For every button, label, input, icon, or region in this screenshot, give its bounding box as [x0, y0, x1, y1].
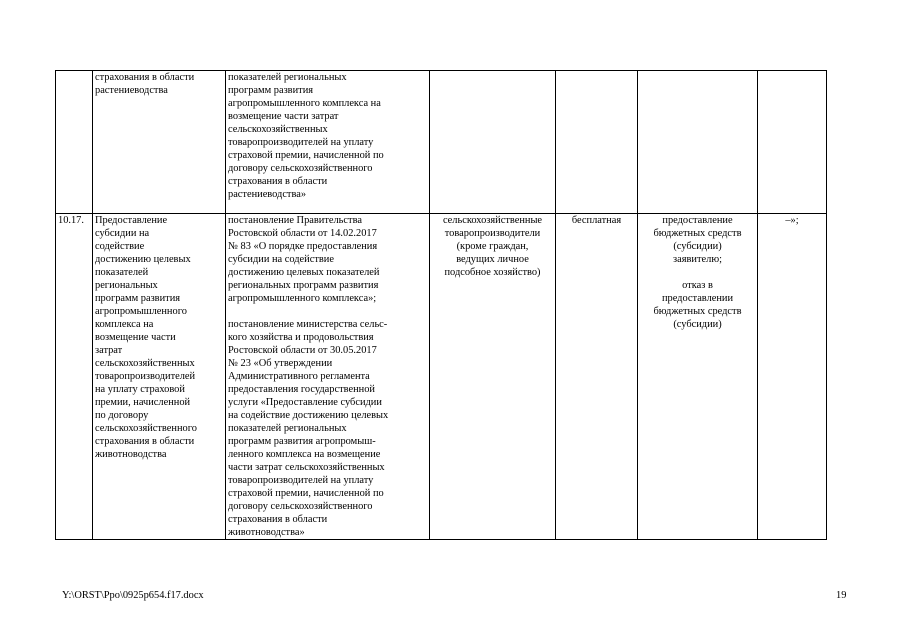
- text-line: Ростовской области от 30.05.2017: [228, 345, 377, 356]
- text-line: затрат: [95, 345, 123, 356]
- text-line: Административного регламента: [228, 371, 370, 382]
- text-line: договору сельскохозяйственного: [228, 163, 373, 174]
- text-line: на содействие достижению целевых: [228, 410, 389, 421]
- text-line: отказ в: [682, 280, 713, 291]
- text-line: агропромышленного комплекса»;: [228, 293, 377, 304]
- text-line: возмещение части затрат: [228, 111, 339, 122]
- text-line: ведущих личное: [456, 254, 529, 265]
- cell-last: [758, 71, 827, 214]
- text-line: постановление Правительства: [228, 215, 362, 226]
- text-line: товаропроизводителей: [95, 371, 196, 382]
- text-line: агропромышленного комплекса на: [228, 98, 381, 109]
- paragraph-gap: [228, 305, 427, 318]
- text-line: Ростовской области от 14.02.2017: [228, 228, 377, 239]
- text-line: подсобное хозяйство): [444, 267, 541, 278]
- text-line: страхования в области: [95, 72, 195, 83]
- cell-number: [56, 71, 93, 214]
- text-line: субсидии на: [95, 228, 150, 239]
- text-line: показателей: [95, 267, 149, 278]
- text-line: программ развития: [95, 293, 181, 304]
- services-table: [55, 70, 827, 540]
- text-line: услуги «Предоставление субсидии: [228, 397, 382, 408]
- text-line: достижению целевых: [95, 254, 191, 265]
- text-line: региональных: [95, 280, 158, 291]
- cell-number: 10.17.: [56, 214, 93, 540]
- text-line: программ развития агропромыш-: [228, 436, 376, 447]
- cell-result: [638, 214, 758, 540]
- text-line: программ развития: [228, 85, 314, 96]
- text-line: бюджетных средств: [653, 228, 742, 239]
- text-line: (кроме граждан,: [456, 241, 529, 252]
- text-line: растениеводства: [95, 85, 168, 96]
- text-line: сельскохозяйственных: [228, 124, 328, 135]
- text-line: № 83 «О порядке предоставления: [228, 241, 378, 252]
- text-line: животноводства: [95, 449, 167, 460]
- text-line: постановление министерства сельс-: [228, 319, 388, 330]
- text-line: сельскохозяйственного: [95, 423, 197, 434]
- text-line: достижению целевых показателей: [228, 267, 380, 278]
- text-line: возмещение части: [95, 332, 176, 343]
- text-line: сельскохозяйственные: [442, 215, 543, 226]
- paragraph-gap: [640, 266, 755, 279]
- text-line: предоставлении: [661, 293, 734, 304]
- cell-cost: [556, 71, 638, 214]
- text-line: (субсидии): [673, 319, 722, 330]
- text-line: Предоставление: [95, 215, 168, 226]
- text-line: содействие: [95, 241, 145, 252]
- text-line: № 23 «Об утверждении: [228, 358, 333, 369]
- cell-result: [638, 71, 758, 214]
- text-line: товаропроизводители: [444, 228, 541, 239]
- text-line: субсидии на содействие: [228, 254, 334, 265]
- text-line: предоставления государственной: [228, 384, 375, 395]
- text-line: кого хозяйства и продовольствия: [228, 332, 374, 343]
- table-row-continued: [56, 71, 827, 214]
- text-line: части затрат сельскохозяйственных: [228, 462, 385, 473]
- text-line: по договору: [95, 410, 149, 421]
- cell-service-name: [93, 71, 226, 214]
- text-line: страховой премии, начисленной по: [228, 488, 384, 499]
- text-line: товаропроизводителей на уплату: [228, 137, 374, 148]
- cell-service-name: [93, 214, 226, 540]
- text-line: комплекса на: [95, 319, 154, 330]
- text-line: показателей региональных: [228, 423, 347, 434]
- text-line: заявителю;: [673, 254, 722, 265]
- text-line: предоставление: [662, 215, 733, 226]
- text-line: (субсидии): [673, 241, 722, 252]
- text-line: премии, начисленной: [95, 397, 191, 408]
- text-line: страхования в области: [228, 176, 328, 187]
- text-line: региональных программ развития: [228, 280, 379, 291]
- page-number: 19: [836, 590, 847, 601]
- text-line: на уплату страховой: [95, 384, 185, 395]
- text-line: животноводства»: [228, 527, 305, 538]
- text-line: страхования в области: [228, 514, 328, 525]
- cell-recipients: [430, 214, 556, 540]
- text-line: показателей региональных: [228, 72, 347, 83]
- cell-last: –»;: [758, 214, 827, 540]
- cell-legal-basis: [226, 214, 430, 540]
- table-row-10-17: [56, 214, 827, 540]
- text-line: договору сельскохозяйственного: [228, 501, 373, 512]
- text-line: агропромышленного: [95, 306, 187, 317]
- text-line: сельскохозяйственных: [95, 358, 195, 369]
- footer-file-path: Y:\ORST\Ppo\0925p654.f17.docx: [62, 590, 204, 601]
- cell-recipients: [430, 71, 556, 214]
- text-line: бюджетных средств: [653, 306, 742, 317]
- text-line: товаропроизводителей на уплату: [228, 475, 374, 486]
- text-line: растениеводства»: [228, 189, 307, 200]
- cell-cost: бесплатная: [556, 214, 638, 540]
- text-line: ленного комплекса на возмещение: [228, 449, 381, 460]
- text-line: страхования в области: [95, 436, 195, 447]
- text-line: страховой премии, начисленной по: [228, 150, 384, 161]
- cell-legal-basis: [226, 71, 430, 214]
